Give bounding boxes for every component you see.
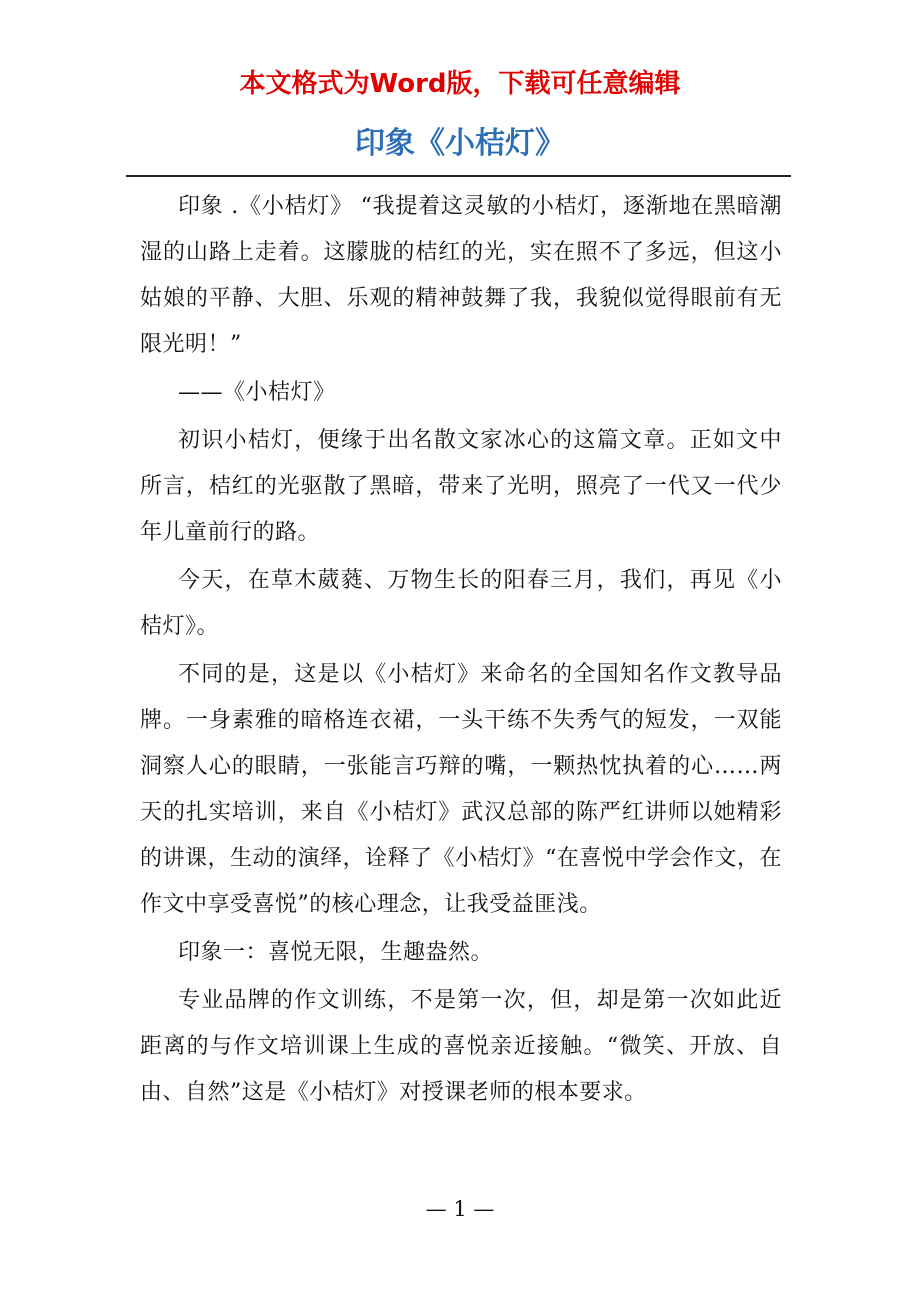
paragraph: 印象一：喜悦无限，生趣盎然。	[178, 940, 494, 965]
paragraph: 专业品牌的作文训练，不是第一次，但，却是第一次如此近距离的与作文培训课上生成的喜悦亲近接触。“微笑、开放、自由、自然”这是《小桔灯》对授课老师的根本要求。	[140, 988, 782, 1105]
format-notice: 本文格式为Word版，下载可任意编辑	[239, 69, 681, 99]
page-number: — 1 —	[425, 1197, 495, 1221]
paragraph: ——《小桔灯》	[178, 380, 336, 405]
document-body	[140, 184, 782, 1118]
paragraph: 不同的是，这是以《小桔灯》来命名的全国知名作文教导品牌。一身素雅的暗格连衣裙，一头干练不失秀气的短发，一双能洞察人心的眼睛，一张能言巧辩的嘴，一颗热忱执着的心……两天的扎实培训，来自《小桔灯》武汉总部的陈严红讲师以她精彩的讲课，生动的演绎，诠释了《小桔灯》“在喜悦中学会作文，在作文中享受喜悦”的核心理念，让我受益匪浅。	[140, 662, 782, 917]
document-title: 印象《小桔灯》	[355, 126, 565, 161]
paragraph: 初识小桔灯，便缘于出名散文家冰心的这篇文章。正如文中所言，桔红的光驱散了黑暗，带来了光明，照亮了一代又一代少年儿童前行的路。	[140, 428, 782, 545]
paragraph: 今天，在草木葳蕤、万物生长的阳春三月，我们，再见《小桔灯》。	[140, 568, 782, 639]
title-divider	[126, 175, 791, 177]
paragraph: 印象 .《小桔灯》 “我提着这灵敏的小桔灯，逐渐地在黑暗潮湿的山路上走着。这朦胧的桔红的光，实在照不了多远，但这小姑娘的平静、大胆、乐观的精神鼓舞了我，我貌似觉得眼前有无限光明！”	[140, 194, 782, 357]
